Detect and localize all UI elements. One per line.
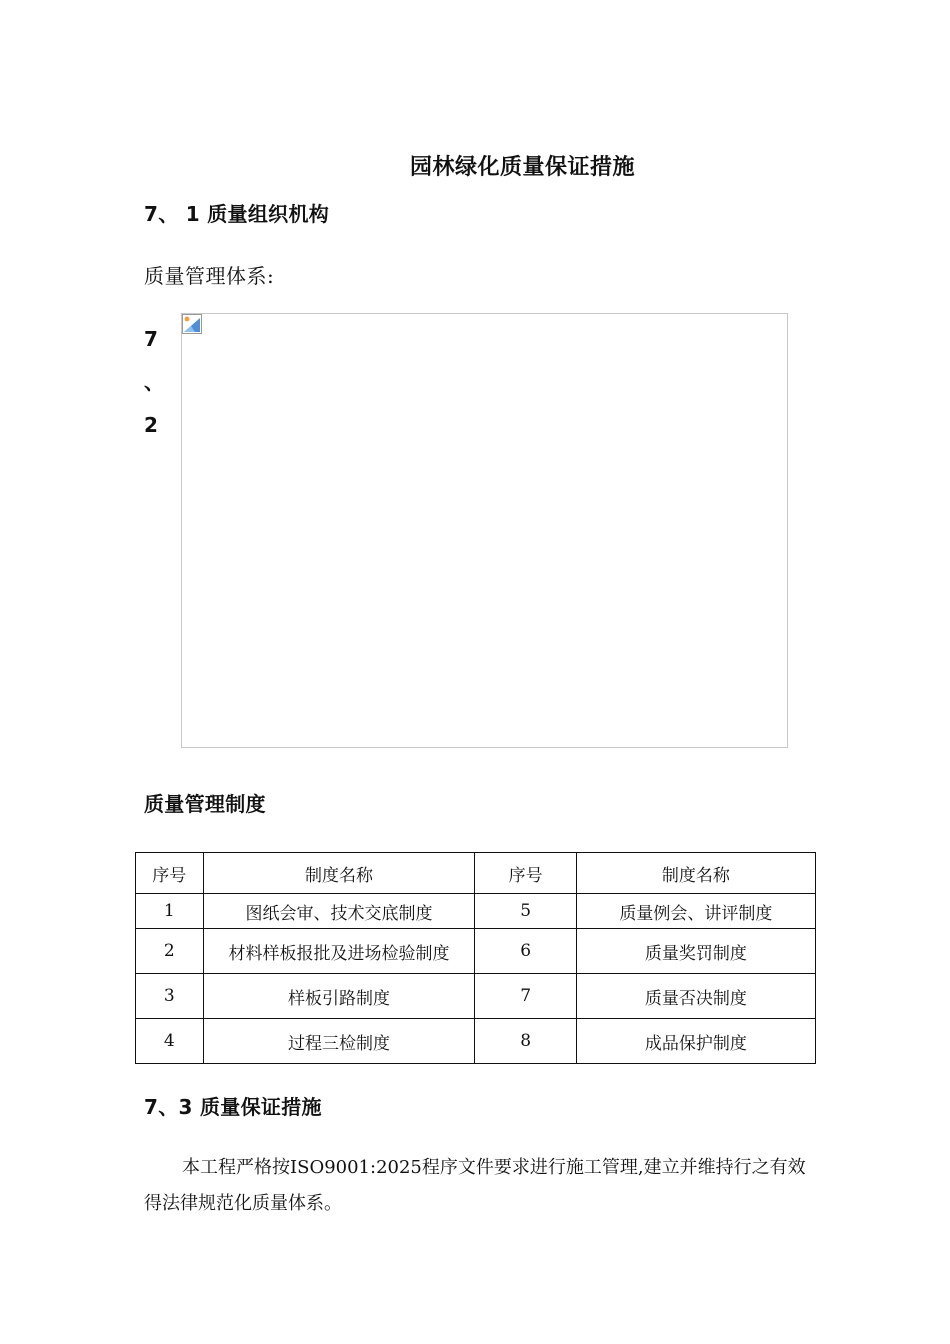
table-header-cell: 序号 [475,853,576,894]
document-title: 园林绿化质量保证措施 [409,155,635,180]
section-7-2-char: 2 [144,413,158,437]
table-cell: 1 [136,894,204,929]
table-cell: 材料样板报批及进场检验制度 [203,929,475,974]
table-row [136,1019,816,1064]
table-cell: 成品保护制度 [576,1019,815,1064]
section-7-2-char: 7 [144,327,158,351]
table-cell: 2 [136,929,204,974]
table-cell: 3 [136,974,204,1019]
section-heading-7-3: 7、3 质量保证措施 [144,1095,322,1119]
table-header-row [136,853,816,894]
table-cell: 质量奖罚制度 [576,929,815,974]
body-paragraph: 本工程严格按ISO9001:2025程序文件要求进行施工管理,建立并维持行之有效得法律规范化质量体系。 [144,1157,806,1214]
table-cell: 图纸会审、技术交底制度 [203,894,475,929]
table-row [136,894,816,929]
table-cell: 5 [475,894,576,929]
section-heading-7-2 [144,318,164,447]
table-cell: 6 [475,929,576,974]
table-header-cell: 制度名称 [576,853,815,894]
table-cell: 质量例会、讲评制度 [576,894,815,929]
section-heading-7-1: 7、 1 质量组织机构 [144,202,330,226]
table-cell: 样板引路制度 [203,974,475,1019]
section-7-2-char: 、 [144,370,164,394]
org-chart-image-placeholder [181,313,788,748]
table-row [136,974,816,1019]
section-heading-quality-system: 质量管理制度 [144,792,266,816]
table-header-cell: 制度名称 [203,853,475,894]
table-header-cell: 序号 [136,853,204,894]
quality-system-table [135,852,816,1064]
table-cell: 4 [136,1019,204,1064]
table-cell: 质量否决制度 [576,974,815,1019]
table-cell: 8 [475,1019,576,1064]
broken-image-icon [182,314,202,334]
quality-system-subtitle: 质量管理体系: [144,264,275,288]
table-cell: 过程三检制度 [203,1019,475,1064]
table-cell: 7 [475,974,576,1019]
table-row [136,929,816,974]
